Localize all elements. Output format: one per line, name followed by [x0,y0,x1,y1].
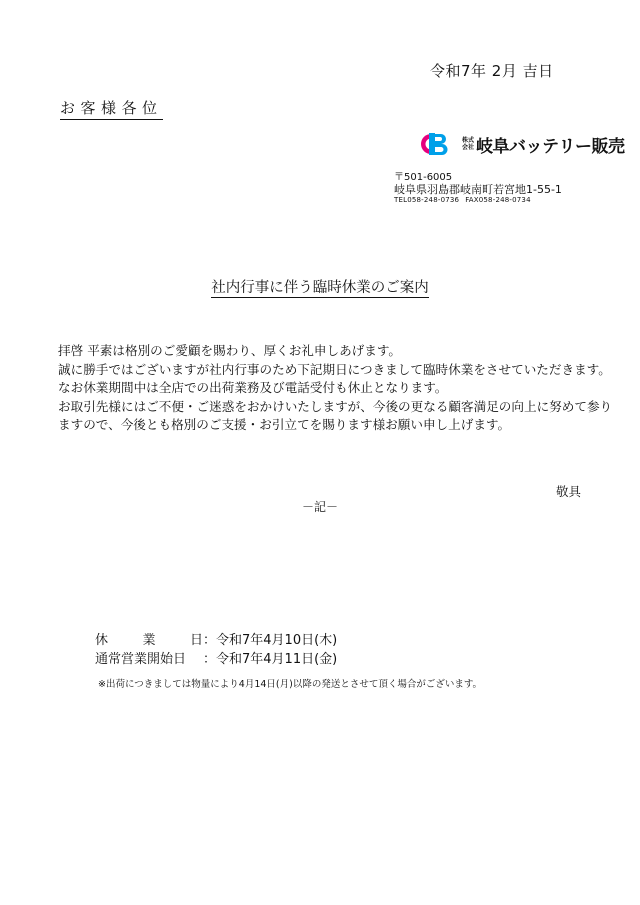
document-date: 令和7年 2月 吉日 [430,62,554,80]
legal-form-line1: 株式 [462,137,475,144]
company-postal-code: 〒501-6005 [394,172,453,183]
company-logo [420,131,625,157]
company-logo-mark-icon [420,131,460,157]
ki-marker: －記－ [301,500,338,514]
company-address: 岐阜県羽島郡岐南町若宮地1-55-1 [394,183,562,196]
addressee: お客様各位 [60,97,163,120]
reopen-day-row [95,651,337,670]
closed-label-char: 休 [95,633,109,648]
body-line: 誠に勝手ではございますが社内行事のため下記期日につきまして臨時休業をさせていただきます。 [58,361,611,377]
body-line: なお休業期間中は全店での出荷業務及び電話受付も休止となります。 [58,380,448,396]
company-name: 岐阜バッテリー販売 [476,136,625,157]
company-contact [394,196,531,204]
reopen-day-label: 通常営業開始日 [95,651,187,667]
reopen-day-value: ：令和7年4月11日(金) [203,651,338,667]
company-fax: FAX058-248-0734 [465,196,531,204]
closed-label-char: 業 [142,633,156,648]
body-line: お取引先様にはご不便・ご迷惑をおかけいたしますが、今後の更なる顧客満足の向上に努めて参り [58,398,613,414]
notice-title: 社内行事に伴う臨時休業のご案内 [211,280,429,296]
body-line: 拝啓 平素は格別のご愛顧を賜わり、厚くお礼申しあげます。 [58,343,402,358]
notice-body [58,342,612,435]
schedule [95,632,337,669]
body-line: ますので、今後とも格別のご支援・お引立てを賜ります様お願い申し上げます。 [58,417,511,433]
closed-day-label [95,632,203,651]
company-legal-form [462,137,474,151]
closed-day-row [95,632,337,651]
notice-title-wrapper [0,276,640,297]
closed-day-value: ：令和7年4月10日(木) [203,633,338,648]
shipping-note: ※出荷につきましては物量により4月14日(月)以降の発送とさせて頂く場合がございます。 [98,679,483,690]
closing-phrase: 敬具 [556,484,582,499]
legal-form-line2: 会社 [462,144,475,151]
company-tel: TEL058-248-0736 [394,196,460,204]
closed-label-char: 日 [189,633,203,648]
